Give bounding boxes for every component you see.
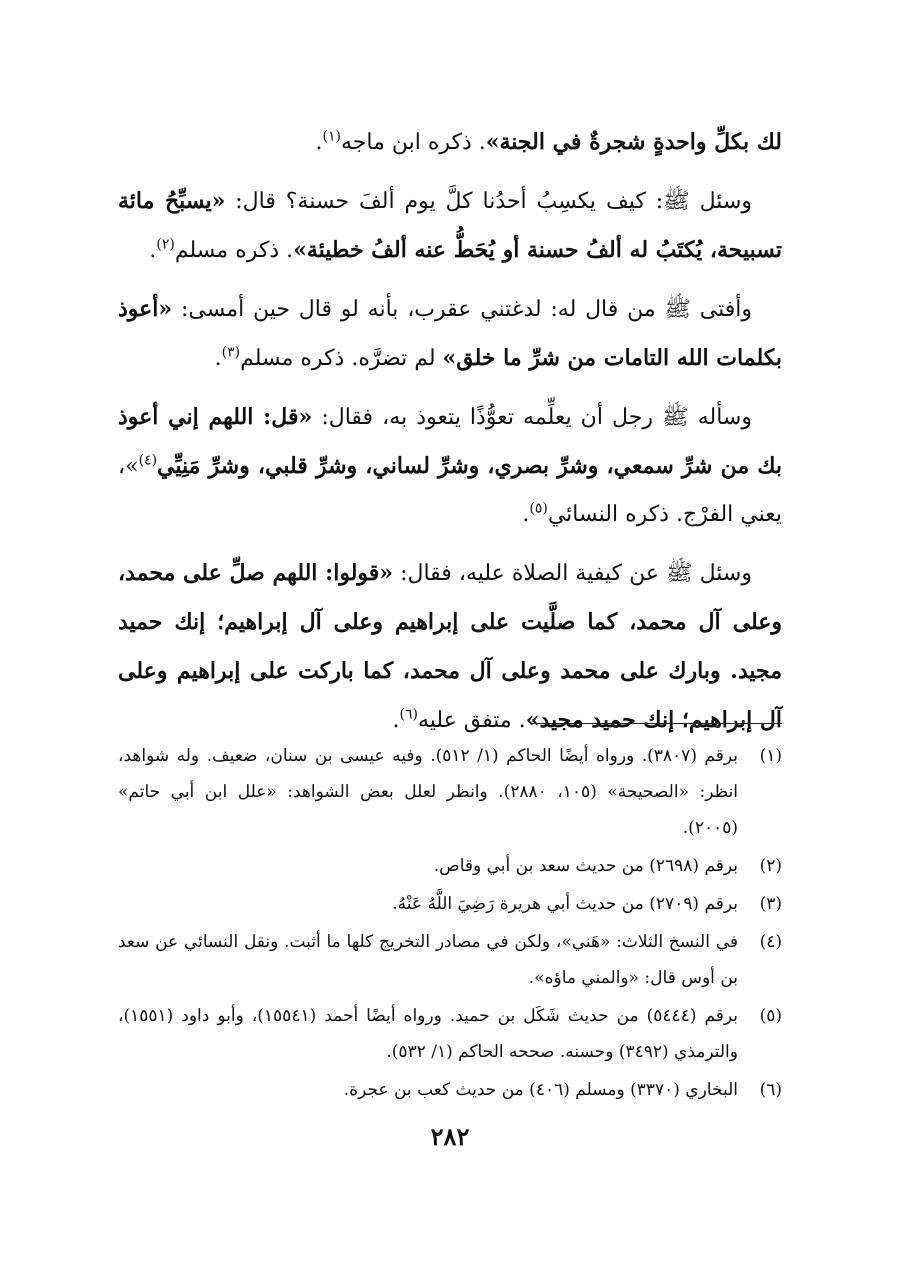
footnote-number: (٣) <box>759 894 782 914</box>
footnote-number: (٤) <box>759 932 782 952</box>
footnote-text: برقم (٢٧٠٩) من حديث أبي هريرة رَضِيَ اللَّهُ عَنْهُ. <box>392 894 738 914</box>
footnote-item <box>118 998 782 1070</box>
footnote-marker[interactable]: (١) <box>322 128 341 145</box>
text-bold: «قل: اللهم إني أعوذ بك من شرِّ سمعي، وشرِّ بصري، وشرِّ لساني، وشرِّ قلبي، وشرِّ مَنِيِّي <box>118 404 782 479</box>
footnote-separator <box>532 723 782 724</box>
text-bold: «يسبِّحُ مائة تسبيحة، يُكتَبُ له ألفُ حسنة أو يُحَطُّ عنه ألفُ خطيئة» <box>118 188 782 263</box>
text-plain: »، يعني الفرْج. ذكره النسائي <box>118 454 782 527</box>
text-plain: . ذكره ابن ماجه <box>340 130 486 155</box>
paragraph <box>118 285 782 383</box>
page-number: ٢٨٢ <box>430 1122 470 1151</box>
text-plain: . <box>214 346 222 371</box>
footnote-text: البخاري (٣٣٧٠) ومسلم (٤٠٦) من حديث كعب بن عجرة. <box>343 1080 738 1100</box>
text-plain: وسئل ﷺ: كيف يكسِبُ أحدُنا كلَّ يوم ألفَ حسنة؟ قال: <box>225 189 752 214</box>
text-plain: . <box>392 708 400 733</box>
text-plain: . ذكره مسلم <box>174 238 294 263</box>
paragraph <box>118 118 782 167</box>
footnote-text: في النسخ الثلاث: «هَني»، ولكن في مصادر التخريج كلها ما أثبت. ونقل النسائي عن سعد بن أوس قال: «والمني ماؤه». <box>118 932 738 988</box>
text-plain: . <box>522 502 530 527</box>
paragraph <box>118 393 782 539</box>
text-plain: . <box>149 238 157 263</box>
text-bold: «قولوا: اللهم صلِّ على محمد، وعلى آل محمد، كما صلَّيت على إبراهيم وعلى آل إبراهيم؛ إنك حميد مجيد. وبارك على محمد وعلى آل محمد، كما باركت على إبراهيم وعلى آل إبراهيم؛ إنك حميد مجيد» <box>118 560 782 733</box>
text-plain: . <box>315 130 323 155</box>
text-plain: لم تضرَّه. ذكره مسلم <box>240 346 443 371</box>
footnote-marker[interactable]: (٤) <box>138 452 158 469</box>
footnote-item <box>118 738 782 846</box>
footnote-marker[interactable]: (٢) <box>156 236 175 253</box>
text-plain: وسأله ﷺ رجل أن يعلِّمه تعوُّذًا يتعوذ به، فقال: <box>312 405 752 430</box>
footnote-text: برقم (٥٤٤٤) من حديث شَكَل بن حميد. ورواه أيضًا أحمد (١٥٥٤١)، وأبو داود (١٥٥١)، والترمذي (٣٤٩٢) وحسنه. صححه الحاكم (١/ ٥٣٢). <box>118 1006 739 1062</box>
footnote-marker[interactable]: (٦) <box>399 706 418 723</box>
text-plain: وأفتى ﷺ من قال له: لدغتني عقرب، بأنه لو قال حين أمسى: <box>172 297 752 322</box>
footnote-marker[interactable]: (٥) <box>529 500 548 517</box>
footnote-item <box>118 924 782 996</box>
footnotes-section <box>118 738 782 1110</box>
footnote-text: برقم (٢٦٩٨) من حديث سعد بن أبي وقاص. <box>433 856 738 876</box>
paragraph <box>118 549 782 745</box>
footnote-item <box>118 886 782 922</box>
text-bold: لك بكلِّ واحدةٍ شجرةٌ في الجنة» <box>485 129 782 155</box>
main-text <box>118 118 782 755</box>
footnote-item <box>118 848 782 884</box>
footnote-number: (٢) <box>759 856 782 876</box>
footnote-number: (٥) <box>759 1006 782 1026</box>
footnote-number: (٦) <box>759 1080 782 1100</box>
footnote-number: (١) <box>759 746 782 766</box>
text-bold: «أعوذ بكلمات الله التامات من شرِّ ما خلق» <box>118 296 782 371</box>
text-plain: . متفق عليه <box>417 708 526 733</box>
footnote-marker[interactable]: (٣) <box>221 344 241 361</box>
paragraph <box>118 177 782 275</box>
footnote-text: برقم (٣٨٠٧). ورواه أيضًا الحاكم (١/ ٥١٢). وفيه عيسى بن سنان، ضعيف. وله شواهد، انظر: «الصحيحة» (١٠٥، ٢٨٨٠). وانظر لعلل بعض الشواهد: «علل ابن أبي حاتم» (٢٠٠٥). <box>118 746 739 838</box>
footnote-item <box>118 1072 782 1108</box>
text-plain: وسئل ﷺ عن كيفية الصلاة عليه، فقال: <box>393 561 752 586</box>
